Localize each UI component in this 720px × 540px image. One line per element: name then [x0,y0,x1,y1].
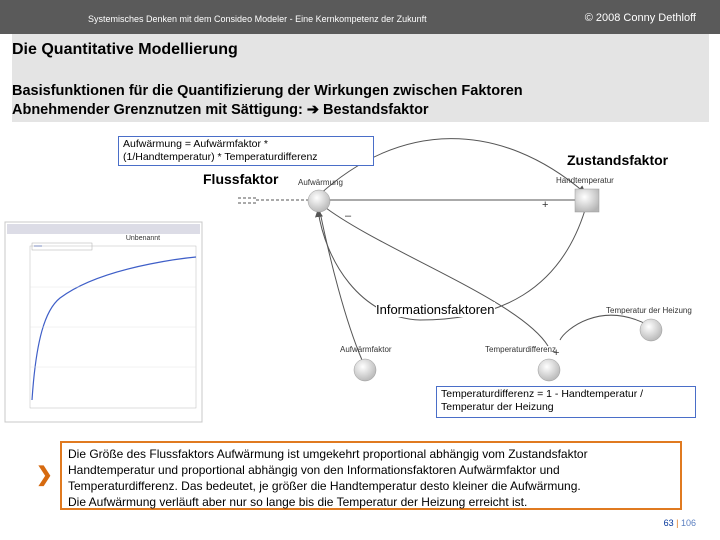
node-temperatur-heizung [606,306,692,341]
node-heizung-circle [640,319,662,341]
diagram-edges [238,139,648,360]
node-aufwaermung [298,178,343,212]
formula-bottom-line-2: Temperatur der Heizung [441,401,554,413]
node-tempdiff-label: Temperaturdifferenz [485,345,556,354]
node-handtemperatur [556,176,614,212]
graph-window [5,222,202,422]
body-line-4: Die Aufwärmung verläuft aber nur so lange bis die Temperatur der Heizung erreicht ist. [68,495,528,509]
body-line-2: Handtemperatur und proportional abhängig von den Informationsfaktoren Aufwärmfaktor und [68,463,560,477]
label-zustandsfaktor: Zustandsfaktor [567,152,669,168]
edge-inflow [238,198,308,203]
slide-title: Die Quantitative Modellierung [12,41,238,58]
formula-box-temperaturdifferenz [436,386,696,418]
page-current: 63 [663,518,674,528]
formula-bottom-line-1: Temperaturdifferenz = 1 - Handtemperatur / [441,388,644,400]
subtitle-line-2: Abnehmender Grenznutzen mit Sättigung: ➔ Bestandsfaktor [12,102,429,118]
page-number [664,518,696,528]
node-temperaturdifferenz [485,345,560,381]
edge-aufwaermfaktor [320,212,362,360]
formula-box-aufwaermung [118,136,374,166]
label-flussfaktor: Flussfaktor [203,171,279,187]
sign-plus-2: + [553,347,560,359]
page-separator: | [676,518,679,528]
node-aufwaermung-label: Aufwärmung [298,178,343,187]
node-handtemperatur-label: Handtemperatur [556,176,614,185]
node-aufwaermfaktor-label: Aufwärmfaktor [340,345,392,354]
formula-top-line-2: (1/Handtemperatur) * Temperaturdifferenz [123,151,318,163]
subtitle-line-1: Basisfunktionen für die Quantifizierung der Wirkungen zwischen Faktoren [12,83,523,99]
explanation-box [60,441,682,510]
sign-minus: – [345,210,352,222]
edge-heizung [560,315,648,340]
node-aufwaermfaktor [340,345,392,381]
node-heizung-label: Temperatur der Heizung [606,306,692,315]
node-aufwaermung-circle [308,190,330,212]
graph-window-titlebar [7,224,200,234]
edge-tempdiff [322,205,548,346]
node-aufwaermfaktor-circle [354,359,376,381]
presentation-title: Systemisches Denken mit dem Consideo Modeler - Eine Kernkompetenz der Zukunft [88,14,427,24]
body-line-1: Die Größe des Flussfaktors Aufwärmung ist umgekehrt proportional abhängig vom Zustandsfaktor [68,447,588,461]
page-total: 106 [680,518,696,528]
body-line-3: Temperaturdifferenz. Das bedeutet, je größer die Handtemperatur desto kleiner die Aufwärmung. [68,479,581,493]
label-informationsfaktoren: Informationsfaktoren [376,302,495,317]
formula-top-line-1: Aufwärmung = Aufwärmfaktor * [123,138,269,150]
chevron-right-icon: ❯ [36,464,53,486]
copyright: © 2008 Conny Dethloff [584,12,696,24]
graph-title: Unbenannt [125,235,161,242]
node-handtemperatur-box [575,189,599,212]
sign-plus-1: + [542,199,549,211]
node-tempdiff-circle [538,359,560,381]
